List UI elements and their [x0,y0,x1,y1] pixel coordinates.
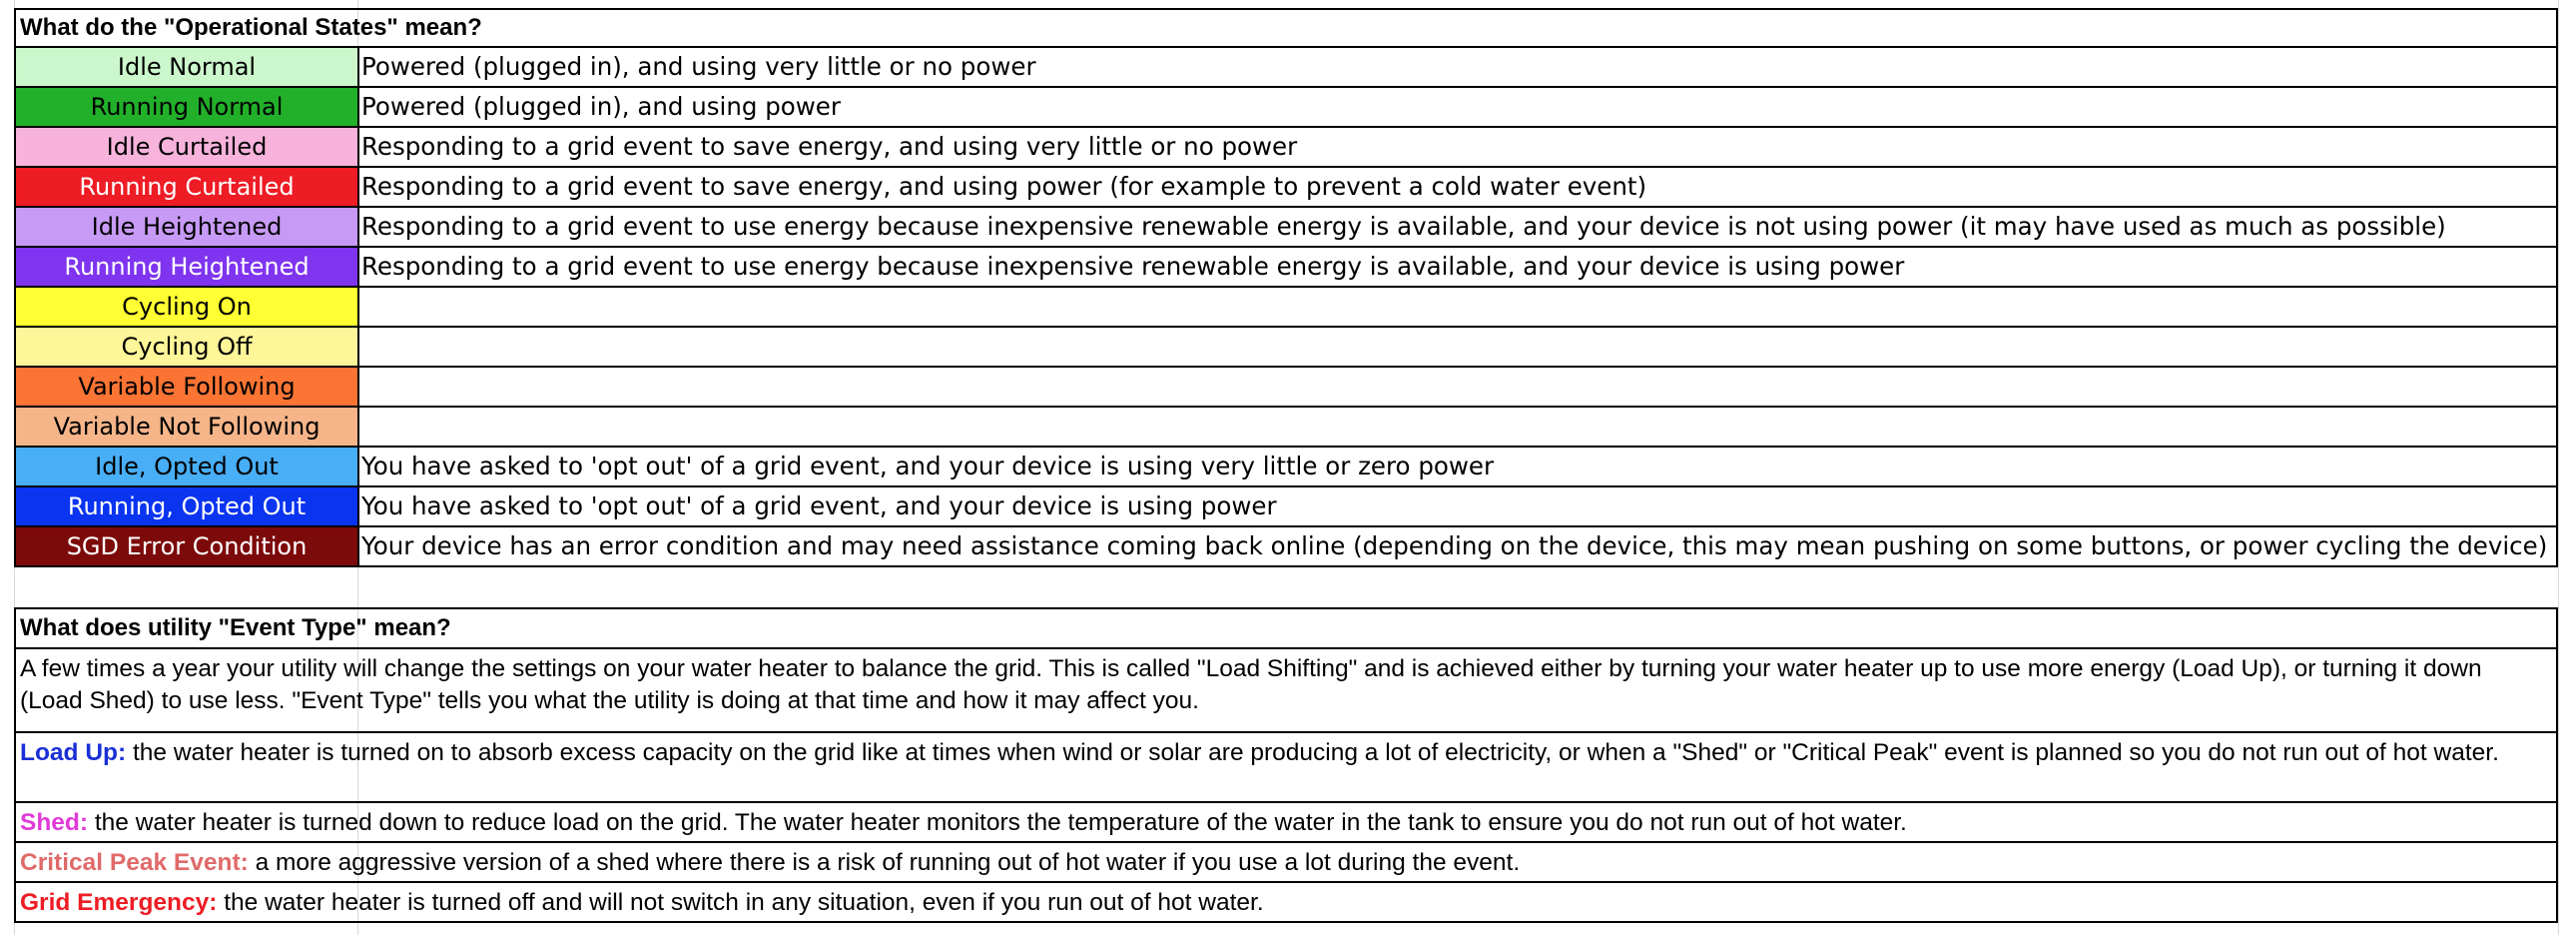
state-description[interactable]: Responding to a grid event to use energy because inexpensive renewable energy is available, and your device is using power [357,248,2558,288]
state-description[interactable] [357,288,2558,328]
gridline [2558,0,2559,935]
state-description[interactable] [357,328,2558,368]
event-term: Shed: [20,809,89,836]
state-label[interactable]: Running Curtailed [14,168,359,208]
state-label[interactable]: Running Heightened [14,248,359,288]
state-label[interactable]: Variable Not Following [14,408,359,448]
state-row [14,328,2558,368]
event-definition: a more aggressive version of a shed where there is a risk of running out of hot water if you use a lot during the event. [248,849,1521,876]
state-row [14,248,2558,288]
state-row [14,288,2558,328]
state-label[interactable]: Running, Opted Out [14,487,359,527]
state-row [14,128,2558,168]
event-item-load-up[interactable] [14,733,2558,803]
event-intro[interactable] [14,649,2558,733]
event-definition: the water heater is turned off and will not switch in any situation, even if you run out of hot water. [217,889,1264,916]
event-definition: the water heater is turned down to reduce load on the grid. The water heater monitors the temperature of the water in the tank to ensure you do not run out of hot water. [88,809,1907,836]
event-intro-text: A few times a year your utility will change the settings on your water heater to balance the grid. This is called "Load Shifting" and is achieved either by turning your water heater up to use more energy (Load Up), or turning it down (Load Shed) to use less. "Event Type" tells you what the utility is doing at that time and how it may affect you. [20,655,2482,714]
state-description[interactable]: Responding to a grid event to save energy, and using very little or no power [357,128,2558,168]
state-row [14,48,2558,88]
state-description[interactable]: Powered (plugged in), and using power [357,88,2558,128]
event-item-grid-emergency[interactable] [14,883,2558,923]
event-term: Load Up: [20,739,127,766]
state-description[interactable]: You have asked to 'opt out' of a grid event, and your device is using very little or zero power [357,448,2558,487]
state-row [14,487,2558,527]
state-description[interactable] [357,368,2558,408]
state-description[interactable]: Your device has an error condition and may need assistance coming back online (depending on the device, this may mean pushing on some buttons, or power cycling the device) [357,527,2558,567]
state-label[interactable]: Idle, Opted Out [14,448,359,487]
state-label[interactable]: Variable Following [14,368,359,408]
state-description[interactable]: Responding to a grid event to save energy, and using power (for example to prevent a cold water event) [357,168,2558,208]
state-label[interactable]: Idle Normal [14,48,359,88]
event-definition: the water heater is turned on to absorb excess capacity on the grid like at times when wind or solar are producing a lot of electricity, or when a "Shed" or "Critical Peak" event is planned so you do not run out of hot water. [126,739,2499,766]
state-label[interactable]: Idle Heightened [14,208,359,248]
state-row [14,527,2558,567]
state-row [14,208,2558,248]
state-description[interactable]: Powered (plugged in), and using very little or no power [357,48,2558,88]
event-table-header: What does utility "Event Type" mean? [14,607,2558,649]
event-item-shed[interactable] [14,803,2558,843]
states-table-header: What do the "Operational States" mean? [14,8,2558,48]
state-row [14,368,2558,408]
state-row [14,408,2558,448]
event-term: Grid Emergency: [20,889,218,916]
state-row [14,448,2558,487]
state-description[interactable] [357,408,2558,448]
state-label[interactable]: Cycling Off [14,328,359,368]
state-description[interactable]: Responding to a grid event to use energy because inexpensive renewable energy is available, and your device is not using power (it may have used as much as possible) [357,208,2558,248]
state-label[interactable]: Running Normal [14,88,359,128]
state-label[interactable]: SGD Error Condition [14,527,359,567]
event-term: Critical Peak Event: [20,849,249,876]
state-label[interactable]: Cycling On [14,288,359,328]
state-label[interactable]: Idle Curtailed [14,128,359,168]
event-item-critical-peak[interactable] [14,843,2558,883]
state-row [14,88,2558,128]
state-row [14,168,2558,208]
state-description[interactable]: You have asked to 'opt out' of a grid event, and your device is using power [357,487,2558,527]
